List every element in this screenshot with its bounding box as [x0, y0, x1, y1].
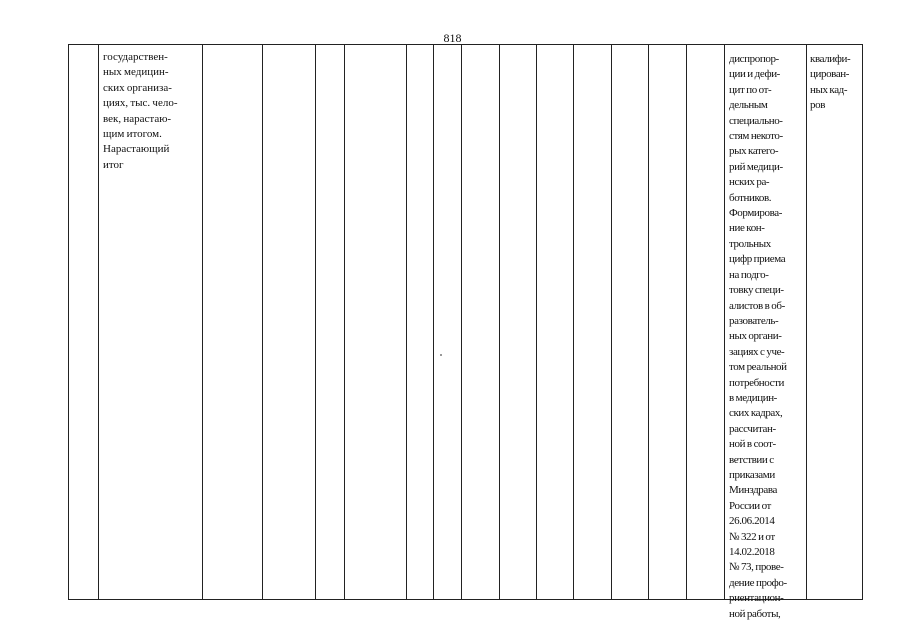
table-column-divider	[461, 44, 462, 600]
expected-result-cell: квалифи- цирован- ных кад- ров	[810, 53, 851, 112]
table-column-divider	[648, 44, 649, 600]
table-column-divider	[862, 44, 863, 600]
table-column-divider	[611, 44, 612, 600]
table-column-divider	[686, 44, 687, 600]
table-column-divider	[433, 44, 434, 600]
table-column-divider	[724, 44, 725, 600]
table-column-divider	[806, 44, 807, 600]
table-column-divider	[262, 44, 263, 600]
table-column-divider	[573, 44, 574, 600]
table-column-divider	[202, 44, 203, 600]
page-number: 818	[443, 31, 462, 45]
scan-speck	[440, 354, 442, 356]
table-column-divider	[406, 44, 407, 600]
table-column-divider	[499, 44, 500, 600]
table-column-divider	[315, 44, 316, 600]
indicator-description-cell: государствен- ных медицин- ских организа- циях, тыс. чело- век, нарастаю- щим итогом. Нарастающий итог	[103, 51, 178, 171]
table-column-divider	[344, 44, 345, 600]
table-column-divider	[536, 44, 537, 600]
measures-description-cell: диспропор- ции и дефи- цит по от- дельным специально- стям некото- рых катего- рий медици- нских ра- ботников. Формирова- ние кон- трольных цифр приема на подго- товку специ- алистов в об- разователь- ных органи- зациях с уче- том реальной потребности в медицин- ских кадрах, рассчитан- ной в соот- ветствии с приказами Минздрава России от 26.06.2014 № 322 и от 14.02.2018 № 73, прове- дение профо- риентацион- ной работы,	[729, 53, 787, 620]
table-column-divider	[98, 44, 99, 600]
